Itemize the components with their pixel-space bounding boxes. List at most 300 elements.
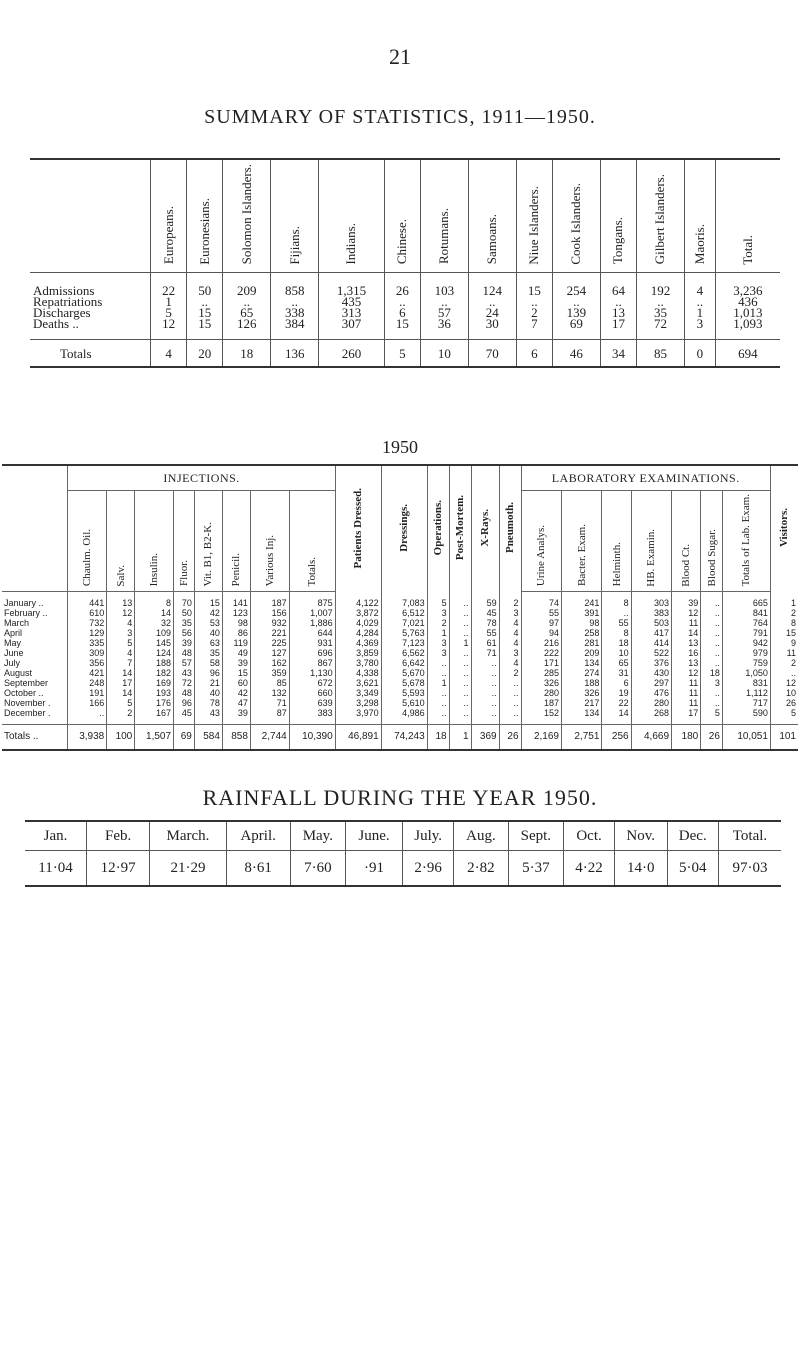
rainfall-value: 7·60 xyxy=(290,851,345,887)
cell: 70 xyxy=(468,340,516,368)
cell: 18 xyxy=(427,725,449,751)
cell: 209 xyxy=(223,273,271,297)
cell: 417 xyxy=(631,628,671,638)
cell: 3 xyxy=(427,648,449,658)
col-header: Gilbert Islanders. xyxy=(637,159,685,273)
month-row xyxy=(2,638,798,648)
summary-corner xyxy=(30,159,151,273)
cell: 7 xyxy=(516,318,552,340)
cell: 10 xyxy=(420,340,468,368)
cell: 18 xyxy=(602,638,631,648)
cell: 60 xyxy=(222,678,250,688)
cell: 2,169 xyxy=(521,725,561,751)
cell: 858 xyxy=(222,725,250,751)
cell: 221 xyxy=(250,628,289,638)
cell: .. xyxy=(701,638,723,648)
cell: 254 xyxy=(552,273,600,297)
row-label: Repatriations xyxy=(33,294,103,310)
col-header: Chinese. xyxy=(384,159,420,273)
cell: 3,872 xyxy=(335,608,381,618)
month-row xyxy=(2,658,798,668)
cell: 64 xyxy=(600,273,636,297)
cell: 1,013 xyxy=(715,307,780,318)
cell: 46,891 xyxy=(335,725,381,751)
cell: 441 xyxy=(68,592,107,609)
row-label: September xyxy=(4,678,49,689)
cell: .. xyxy=(223,296,271,307)
cell: 43 xyxy=(194,708,222,725)
cell: 5 xyxy=(701,708,723,725)
cell: .. xyxy=(427,708,449,725)
rainfall-value: 8·61 xyxy=(226,851,290,887)
cell: 187 xyxy=(250,592,289,609)
cell: 3 xyxy=(107,628,135,638)
cell: 225 xyxy=(250,638,289,648)
cell: 39 xyxy=(222,658,250,668)
cell: 338 xyxy=(271,307,319,318)
cell: 36 xyxy=(420,318,468,340)
col-header: Niue Islanders. xyxy=(516,159,552,273)
cell: 74,243 xyxy=(381,725,427,751)
cell: 4 xyxy=(684,273,715,297)
cell: 55 xyxy=(521,608,561,618)
cell: 280 xyxy=(521,688,561,698)
monthly-table xyxy=(2,464,798,751)
cell: 26 xyxy=(701,725,723,751)
cell: 280 xyxy=(631,698,671,708)
rainfall-month-header: Nov. xyxy=(614,821,667,851)
cell: 188 xyxy=(561,678,601,688)
cell: 5 xyxy=(151,307,187,318)
rainfall-value: 5·04 xyxy=(667,851,718,887)
cell: 72 xyxy=(174,678,195,688)
row-label: July xyxy=(4,658,21,669)
cell: 209 xyxy=(561,648,601,658)
cell: 414 xyxy=(631,638,671,648)
year-title: 1950 xyxy=(382,437,418,457)
cell: 19 xyxy=(602,688,631,698)
cell: .. xyxy=(427,698,449,708)
col-header: Patients Dressed. xyxy=(335,465,381,592)
row-label: December . xyxy=(4,708,51,719)
cell: 4 xyxy=(499,658,521,668)
cell: 4 xyxy=(499,638,521,648)
cell: 696 xyxy=(289,648,335,658)
cell: 61 xyxy=(471,638,499,648)
cell: 2,751 xyxy=(561,725,601,751)
cell: .. xyxy=(449,678,471,688)
cell: 166 xyxy=(68,698,107,708)
injections-group-header: INJECTIONS. xyxy=(68,465,335,491)
row-label: April xyxy=(4,628,23,639)
cell: 1,130 xyxy=(289,668,335,678)
cell: 162 xyxy=(250,658,289,668)
month-row xyxy=(2,708,798,725)
cell: 335 xyxy=(68,638,107,648)
rainfall-month-header: June. xyxy=(346,821,403,851)
cell: 15 xyxy=(187,318,223,340)
col-header: Europeans. xyxy=(151,159,187,273)
cell: 98 xyxy=(222,618,250,628)
cell: 307 xyxy=(319,318,385,340)
cell: 274 xyxy=(561,668,601,678)
col-header: Bacter. Exam. xyxy=(561,491,601,592)
cell: 369 xyxy=(471,725,499,751)
cell: 188 xyxy=(135,658,174,668)
row-label: January .. xyxy=(4,598,44,609)
col-header: Penicil. xyxy=(222,491,250,592)
cell: 26 xyxy=(770,698,798,708)
cell: 4 xyxy=(499,628,521,638)
cell: 96 xyxy=(194,668,222,678)
col-header: Totals of Lab. Exam. xyxy=(722,491,770,592)
rainfall-month-header: Sept. xyxy=(508,821,564,851)
cell: 5,763 xyxy=(381,628,427,638)
cell: 15 xyxy=(384,318,420,340)
cell: .. xyxy=(449,658,471,668)
cell: 3,938 xyxy=(68,725,107,751)
cell: 35 xyxy=(174,618,195,628)
cell: 134 xyxy=(561,658,601,668)
cell: 10,051 xyxy=(722,725,770,751)
cell: .. xyxy=(471,698,499,708)
cell: 0 xyxy=(684,340,715,368)
row-label: Discharges xyxy=(33,305,91,321)
cell: .. xyxy=(449,708,471,725)
cell: 672 xyxy=(289,678,335,688)
cell: .. xyxy=(471,658,499,668)
cell: 4,122 xyxy=(335,592,381,609)
cell: 4,284 xyxy=(335,628,381,638)
cell: 85 xyxy=(250,678,289,688)
cell: 32 xyxy=(135,618,174,628)
cell: .. xyxy=(384,296,420,307)
col-header: HB. Examin. xyxy=(631,491,671,592)
rainfall-title: RAINFALL DURING THE YEAR 1950. xyxy=(202,785,598,810)
cell: 152 xyxy=(521,708,561,725)
cell: 867 xyxy=(289,658,335,668)
cell: 665 xyxy=(722,592,770,609)
cell: .. xyxy=(420,296,468,307)
cell: 126 xyxy=(223,318,271,340)
cell: .. xyxy=(499,678,521,688)
cell: 4 xyxy=(151,340,187,368)
cell: 8 xyxy=(602,628,631,638)
cell: 932 xyxy=(250,618,289,628)
cell: .. xyxy=(552,296,600,307)
cell: 2 xyxy=(499,668,521,678)
cell: 1 xyxy=(684,307,715,318)
cell: 141 xyxy=(222,592,250,609)
month-row xyxy=(2,678,798,688)
cell: .. xyxy=(449,648,471,658)
cell: 69 xyxy=(552,318,600,340)
rainfall-value: 14·0 xyxy=(614,851,667,887)
cell: 1 xyxy=(449,725,471,751)
col-header: Fluor. xyxy=(174,491,195,592)
col-header: X-Rays. xyxy=(471,465,499,592)
rainfall-month-header: May. xyxy=(290,821,345,851)
group-header-row xyxy=(2,465,798,491)
row-label: Admissions xyxy=(33,283,95,299)
cell: 5,670 xyxy=(381,668,427,678)
cell: 13 xyxy=(672,658,701,668)
cell: 12 xyxy=(672,608,701,618)
cell: 248 xyxy=(68,678,107,688)
row-label: August xyxy=(4,668,33,679)
cell: 14 xyxy=(135,608,174,618)
cell: 169 xyxy=(135,678,174,688)
cell: 1 xyxy=(151,296,187,307)
cell: 15 xyxy=(187,307,223,318)
cell: 40 xyxy=(194,628,222,638)
cell: .. xyxy=(499,688,521,698)
cell: 5,610 xyxy=(381,698,427,708)
cell: 6 xyxy=(384,307,420,318)
cell: .. xyxy=(637,296,685,307)
cell: 241 xyxy=(561,592,601,609)
cell: 15 xyxy=(222,668,250,678)
cell: .. xyxy=(770,668,798,678)
cell: 20 xyxy=(187,340,223,368)
summary-row xyxy=(30,273,780,297)
cell: 47 xyxy=(222,698,250,708)
cell: .. xyxy=(602,608,631,618)
cell: 31 xyxy=(602,668,631,678)
cell: 39 xyxy=(672,592,701,609)
cell: 180 xyxy=(672,725,701,751)
cell: 3 xyxy=(499,608,521,618)
cell: 134 xyxy=(561,708,601,725)
cell: 942 xyxy=(722,638,770,648)
cell: 14 xyxy=(602,708,631,725)
col-header: Urine Analys. xyxy=(521,491,561,592)
cell: 11 xyxy=(672,688,701,698)
rainfall-value: 12·97 xyxy=(87,851,150,887)
cell: 3 xyxy=(499,648,521,658)
cell: 6 xyxy=(602,678,631,688)
cell: 85 xyxy=(637,340,685,368)
cell: 584 xyxy=(194,725,222,751)
cell: 193 xyxy=(135,688,174,698)
month-row xyxy=(2,628,798,638)
cell: .. xyxy=(701,618,723,628)
cell: .. xyxy=(471,688,499,698)
cell: 48 xyxy=(174,648,195,658)
cell: 5,593 xyxy=(381,688,427,698)
cell: .. xyxy=(701,592,723,609)
rainfall-header-row xyxy=(25,821,781,851)
cell: 216 xyxy=(521,638,561,648)
cell: .. xyxy=(271,296,319,307)
rainfall-value: 5·37 xyxy=(508,851,564,887)
cell: 17 xyxy=(600,318,636,340)
cell: .. xyxy=(600,296,636,307)
cell: 4,669 xyxy=(631,725,671,751)
row-label: May xyxy=(4,638,22,649)
cell: 124 xyxy=(135,648,174,658)
col-header: Blood Ct. xyxy=(672,491,701,592)
cell: 875 xyxy=(289,592,335,609)
cell: 12 xyxy=(770,678,798,688)
cell: 644 xyxy=(289,628,335,638)
cell: 45 xyxy=(471,608,499,618)
cell: 48 xyxy=(174,688,195,698)
col-header: Chaulm. Oil. xyxy=(68,491,107,592)
cell: .. xyxy=(516,296,552,307)
cell: 7 xyxy=(107,658,135,668)
cell: 610 xyxy=(68,608,107,618)
cell: 1,886 xyxy=(289,618,335,628)
rainfall-value: 97·03 xyxy=(718,851,781,887)
row-label: November . xyxy=(4,698,51,709)
cell: 256 xyxy=(602,725,631,751)
col-header: Fijians. xyxy=(271,159,319,273)
cell: 145 xyxy=(135,638,174,648)
cell: 303 xyxy=(631,592,671,609)
cell: 39 xyxy=(222,708,250,725)
cell: 43 xyxy=(174,668,195,678)
summary-row xyxy=(30,318,780,340)
cell: 3,859 xyxy=(335,648,381,658)
cell: 50 xyxy=(174,608,195,618)
cell: 55 xyxy=(602,618,631,628)
cell: 6,562 xyxy=(381,648,427,658)
page-number: 21 xyxy=(389,44,411,69)
cell: 831 xyxy=(722,678,770,688)
row-label: Totals .. xyxy=(2,725,68,751)
cell: 182 xyxy=(135,668,174,678)
summary-title: SUMMARY OF STATISTICS, 1911—1950. xyxy=(204,106,596,128)
cell: 2 xyxy=(516,307,552,318)
cell: 8 xyxy=(602,592,631,609)
rainfall-month-header: Aug. xyxy=(454,821,508,851)
cell: 42 xyxy=(194,608,222,618)
cell: 15 xyxy=(194,592,222,609)
cell: 3,780 xyxy=(335,658,381,668)
month-row xyxy=(2,698,798,708)
cell: 359 xyxy=(250,668,289,678)
cell: 2 xyxy=(107,708,135,725)
cell: 5 xyxy=(384,340,420,368)
col-header: Operations. xyxy=(427,465,449,592)
cell: 42 xyxy=(222,688,250,698)
cell: 6,642 xyxy=(381,658,427,668)
cell: 326 xyxy=(561,688,601,698)
cell: 2 xyxy=(427,618,449,628)
cell: 522 xyxy=(631,648,671,658)
cell: 8 xyxy=(770,618,798,628)
cell: 59 xyxy=(471,592,499,609)
cell: 45 xyxy=(174,708,195,725)
col-header: Blood Sugar. xyxy=(701,491,723,592)
cell: 139 xyxy=(552,307,600,318)
cell: 94 xyxy=(521,628,561,638)
cell: .. xyxy=(499,708,521,725)
col-header: Cook Islanders. xyxy=(552,159,600,273)
cell: 1,007 xyxy=(289,608,335,618)
cell: 123 xyxy=(222,608,250,618)
cell: 109 xyxy=(135,628,174,638)
cell: 3,349 xyxy=(335,688,381,698)
cell: 764 xyxy=(722,618,770,628)
cell: 4,369 xyxy=(335,638,381,648)
cell: 356 xyxy=(68,658,107,668)
cell: 100 xyxy=(107,725,135,751)
rainfall-value: ·91 xyxy=(346,851,403,887)
cell: 2,744 xyxy=(250,725,289,751)
cell: 421 xyxy=(68,668,107,678)
cell: 192 xyxy=(637,273,685,297)
cell: 57 xyxy=(174,658,195,668)
col-header: Various Inj. xyxy=(250,491,289,592)
cell: 268 xyxy=(631,708,671,725)
cell: 313 xyxy=(319,307,385,318)
cell: 17 xyxy=(107,678,135,688)
cell: .. xyxy=(427,668,449,678)
cell: .. xyxy=(449,698,471,708)
month-row xyxy=(2,688,798,698)
cell: 101 xyxy=(770,725,798,751)
cell: 979 xyxy=(722,648,770,658)
cell: 71 xyxy=(250,698,289,708)
cell: .. xyxy=(701,628,723,638)
cell: 98 xyxy=(561,618,601,628)
cell: 18 xyxy=(223,340,271,368)
cell: 119 xyxy=(222,638,250,648)
summary-table xyxy=(30,158,780,368)
rainfall-month-header: July. xyxy=(403,821,454,851)
cell: 2 xyxy=(499,592,521,609)
cell: .. xyxy=(701,698,723,708)
row-label: June xyxy=(4,648,24,659)
cell: 476 xyxy=(631,688,671,698)
cell: 430 xyxy=(631,668,671,678)
col-header: Samoans. xyxy=(468,159,516,273)
cell: 376 xyxy=(631,658,671,668)
cell: 1,315 xyxy=(319,273,385,297)
cell: 3 xyxy=(427,608,449,618)
lab-group-header: LABORATORY EXAMINATIONS. xyxy=(521,465,770,491)
row-label: Deaths .. xyxy=(33,316,79,332)
cell: 1,112 xyxy=(722,688,770,698)
col-header: Pneumoth. xyxy=(499,465,521,592)
cell: 69 xyxy=(174,725,195,751)
cell: 326 xyxy=(521,678,561,688)
cell: 1 xyxy=(770,592,798,609)
cell: 124 xyxy=(468,273,516,297)
cell: 26 xyxy=(499,725,521,751)
cell: 590 xyxy=(722,708,770,725)
cell: 87 xyxy=(250,708,289,725)
cell: 1 xyxy=(449,638,471,648)
cell: 10 xyxy=(770,688,798,698)
cell: 858 xyxy=(271,273,319,297)
col-header: Dressings. xyxy=(381,465,427,592)
cell: .. xyxy=(468,296,516,307)
rainfall-value: 2·82 xyxy=(454,851,508,887)
col-header: Solomon Islanders. xyxy=(223,159,271,273)
cell: 55 xyxy=(471,628,499,638)
cell: 13 xyxy=(672,638,701,648)
cell: 3 xyxy=(684,318,715,340)
cell: 13 xyxy=(600,307,636,318)
cell: 3,970 xyxy=(335,708,381,725)
cell: 217 xyxy=(561,698,601,708)
cell: 18 xyxy=(701,668,723,678)
rainfall-value: 21·29 xyxy=(150,851,226,887)
rainfall-month-header: April. xyxy=(226,821,290,851)
